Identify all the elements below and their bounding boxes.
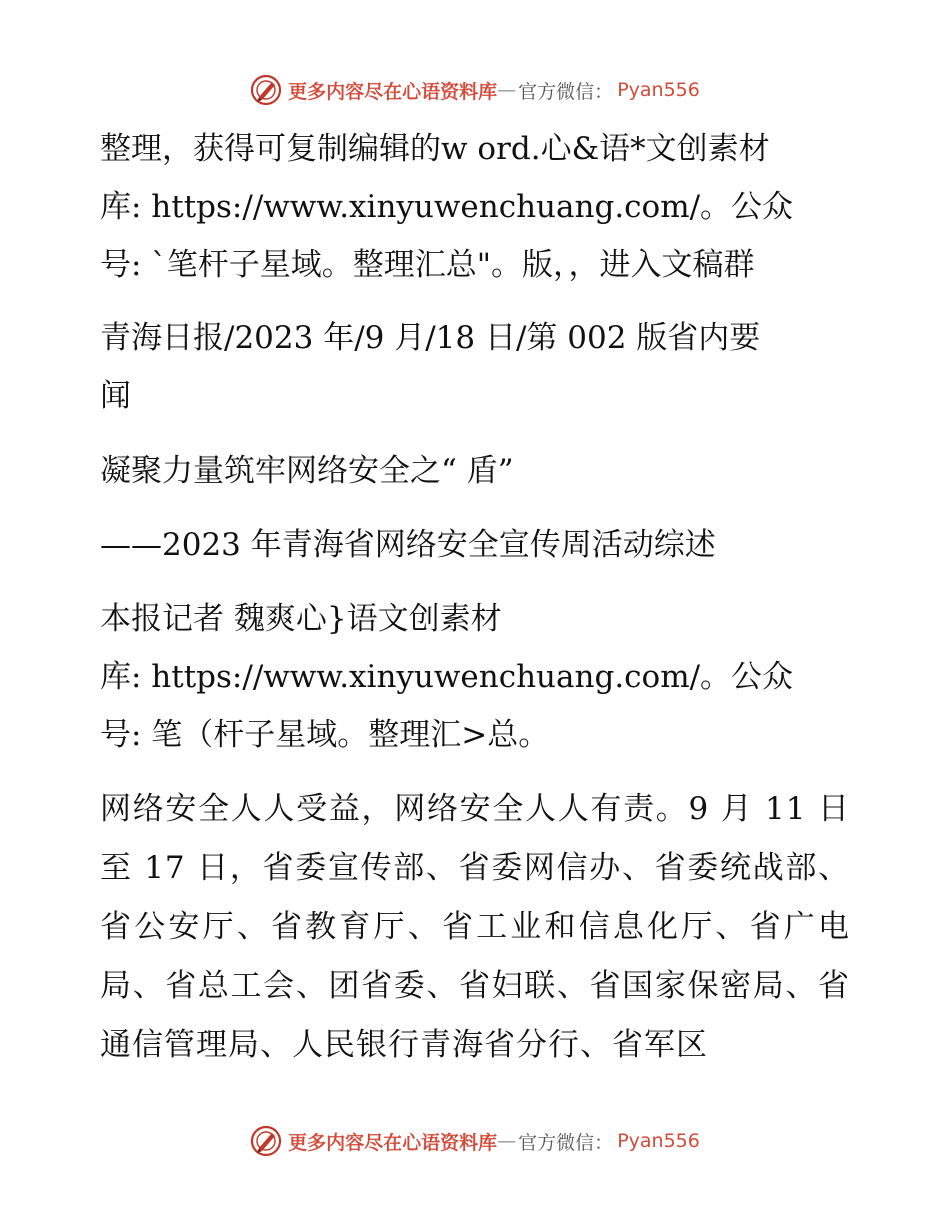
- watermark-dash: —: [497, 1130, 517, 1152]
- pen-logo-icon: [250, 1125, 282, 1157]
- watermark-dash: —: [497, 79, 517, 101]
- wechat-id: Pyan556: [617, 1130, 700, 1152]
- wechat-label: 官方微信：: [518, 1131, 614, 1154]
- article-title: 凝聚力量筑牢网络安全之“ 盾”: [100, 453, 514, 489]
- header-watermark: [0, 70, 950, 110]
- text-line-10: 号: 笔（杆子星域。整理汇>总。: [100, 717, 550, 753]
- text-line-2: 库: https://www.xinyuwenchuang.com/。公众: [100, 189, 794, 225]
- byline: 本报记者 魏爽心}语文创素材: [100, 601, 502, 637]
- pen-logo-icon: [250, 74, 282, 106]
- source-line-continued: 闻: [100, 378, 131, 414]
- watermark-text: 更多内容尽在心语资料库: [288, 1131, 498, 1154]
- body-paragraph: 网络安全人人受益，网络安全人人有责。9 月 11 日至 17 日，省委宣传部、省委网信办、省委统战部、省公安厅、省教育厅、省工业和信息化厅、省广电局、省总工会、团省委、省妇联、省国家保密局、省通信管理局、人民银行青海省分行、省军区: [100, 791, 850, 1063]
- footer-watermark: [0, 1121, 950, 1161]
- text-line-1: 整理，获得可复制编辑的w ord.心&语*文创素材: [100, 131, 770, 167]
- source-line: 青海日报/2023 年/9 月/18 日/第 002 版省内要: [100, 320, 761, 356]
- wechat-id: Pyan556: [617, 79, 700, 101]
- text-line-3: 号: `笔杆子星域。整理汇总"。版，，进入文稿群: [100, 247, 755, 283]
- text-line-9: 库: https://www.xinyuwenchuang.com/。公众: [100, 659, 794, 695]
- watermark-text: 更多内容尽在心语资料库: [288, 80, 498, 103]
- article-subtitle: ——2023 年青海省网络安全宣传周活动综述: [100, 527, 716, 563]
- wechat-label: 官方微信：: [518, 80, 614, 103]
